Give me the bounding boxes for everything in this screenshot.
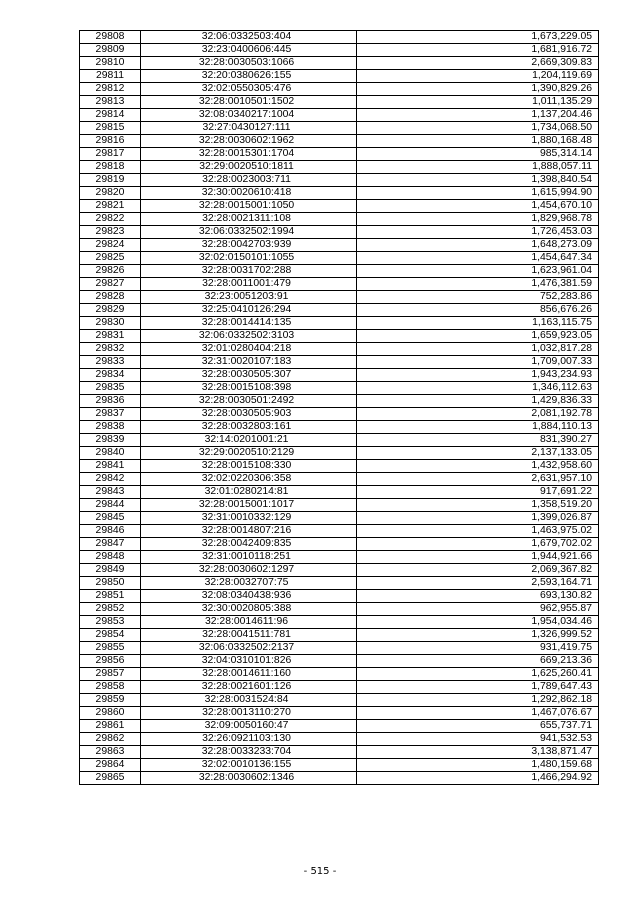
row-number-cell: 29837: [80, 408, 141, 421]
table-row: [80, 707, 599, 720]
row-number-cell: 29825: [80, 252, 141, 265]
cadastral-number-cell: 32:28:0010501:1502: [141, 96, 357, 109]
row-number-cell: 29862: [80, 733, 141, 746]
amount-cell: 1,659,923.05: [357, 330, 599, 343]
row-number-cell: 29831: [80, 330, 141, 343]
row-number-cell: 29857: [80, 668, 141, 681]
amount-cell: 1,829,968.78: [357, 213, 599, 226]
table-row: [80, 720, 599, 733]
cadastral-number-cell: 32:09:0050160:47: [141, 720, 357, 733]
amount-cell: 1,032,817.28: [357, 343, 599, 356]
cadastral-number-cell: 32:28:0014611:96: [141, 616, 357, 629]
table-row: [80, 642, 599, 655]
table-row: [80, 486, 599, 499]
table-row: [80, 694, 599, 707]
table-row: [80, 252, 599, 265]
row-number-cell: 29828: [80, 291, 141, 304]
amount-cell: 985,314.14: [357, 148, 599, 161]
cadastral-number-cell: 32:28:0030602:1962: [141, 135, 357, 148]
row-number-cell: 29813: [80, 96, 141, 109]
cadastral-number-cell: 32:01:0280404:218: [141, 343, 357, 356]
table-row: [80, 356, 599, 369]
amount-cell: 1,163,115.75: [357, 317, 599, 330]
cadastral-number-cell: 32:28:0030505:903: [141, 408, 357, 421]
row-number-cell: 29852: [80, 603, 141, 616]
amount-cell: 2,631,957.10: [357, 473, 599, 486]
row-number-cell: 29845: [80, 512, 141, 525]
amount-cell: 1,137,204.46: [357, 109, 599, 122]
amount-cell: 1,673,229.05: [357, 31, 599, 44]
row-number-cell: 29830: [80, 317, 141, 330]
amount-cell: 917,691.22: [357, 486, 599, 499]
row-number-cell: 29829: [80, 304, 141, 317]
cadastral-number-cell: 32:02:0150101:1055: [141, 252, 357, 265]
table-row: [80, 421, 599, 434]
row-number-cell: 29851: [80, 590, 141, 603]
table-row: [80, 109, 599, 122]
amount-cell: 1,679,702.02: [357, 538, 599, 551]
cadastral-number-cell: 32:29:0020510:2129: [141, 447, 357, 460]
table-row: [80, 70, 599, 83]
table-row: [80, 447, 599, 460]
amount-cell: 693,130.82: [357, 590, 599, 603]
amount-cell: 1,726,453.03: [357, 226, 599, 239]
cadastral-number-cell: 32:27:0430127:111: [141, 122, 357, 135]
table-row: [80, 564, 599, 577]
table-row: [80, 382, 599, 395]
amount-cell: 941,532.53: [357, 733, 599, 746]
amount-cell: 1,954,034.46: [357, 616, 599, 629]
table-row: [80, 31, 599, 44]
table-row: [80, 616, 599, 629]
cadastral-number-cell: 32:06:0332502:2137: [141, 642, 357, 655]
amount-cell: 1,789,647.43: [357, 681, 599, 694]
cadastral-number-cell: 32:30:0020610:418: [141, 187, 357, 200]
table-row: [80, 83, 599, 96]
row-number-cell: 29810: [80, 57, 141, 70]
cadastral-number-cell: 32:28:0021311:108: [141, 213, 357, 226]
row-number-cell: 29811: [80, 70, 141, 83]
row-number-cell: 29823: [80, 226, 141, 239]
table-row: [80, 122, 599, 135]
amount-cell: 1,454,670.10: [357, 200, 599, 213]
amount-cell: 1,429,836.33: [357, 395, 599, 408]
table-row: [80, 655, 599, 668]
row-number-cell: 29863: [80, 746, 141, 759]
data-table: [79, 30, 599, 785]
table-row: [80, 499, 599, 512]
cadastral-number-cell: 32:28:0015108:398: [141, 382, 357, 395]
amount-cell: 1,454,647.34: [357, 252, 599, 265]
amount-cell: 1,681,916.72: [357, 44, 599, 57]
table-row: [80, 668, 599, 681]
table-row: [80, 317, 599, 330]
table-row: [80, 57, 599, 70]
amount-cell: 752,283.86: [357, 291, 599, 304]
table-row: [80, 161, 599, 174]
amount-cell: 1,398,840.54: [357, 174, 599, 187]
cadastral-number-cell: 32:30:0020805:388: [141, 603, 357, 616]
cadastral-number-cell: 32:20:0380626:155: [141, 70, 357, 83]
table-row: [80, 200, 599, 213]
row-number-cell: 29853: [80, 616, 141, 629]
cadastral-number-cell: 32:04:0310101:826: [141, 655, 357, 668]
cadastral-number-cell: 32:28:0033233:704: [141, 746, 357, 759]
table-row: [80, 174, 599, 187]
amount-cell: 1,432,958.60: [357, 460, 599, 473]
row-number-cell: 29859: [80, 694, 141, 707]
amount-cell: 2,137,133.05: [357, 447, 599, 460]
cadastral-number-cell: 32:28:0030602:1297: [141, 564, 357, 577]
table-row: [80, 512, 599, 525]
table-row: [80, 538, 599, 551]
cadastral-number-cell: 32:06:0332502:1994: [141, 226, 357, 239]
table-row: [80, 629, 599, 642]
cadastral-number-cell: 32:02:0550305:476: [141, 83, 357, 96]
row-number-cell: 29839: [80, 434, 141, 447]
table-row: [80, 239, 599, 252]
cadastral-number-cell: 32:28:0030503:1066: [141, 57, 357, 70]
row-number-cell: 29814: [80, 109, 141, 122]
row-number-cell: 29824: [80, 239, 141, 252]
amount-cell: 1,880,168.48: [357, 135, 599, 148]
cadastral-number-cell: 32:28:0013110:270: [141, 707, 357, 720]
cadastral-number-cell: 32:28:0014611:160: [141, 668, 357, 681]
row-number-cell: 29836: [80, 395, 141, 408]
table-row: [80, 590, 599, 603]
amount-cell: 962,955.87: [357, 603, 599, 616]
amount-cell: 1,623,961.04: [357, 265, 599, 278]
row-number-cell: 29827: [80, 278, 141, 291]
cadastral-number-cell: 32:28:0015108:330: [141, 460, 357, 473]
table-row: [80, 577, 599, 590]
amount-cell: 856,676.26: [357, 304, 599, 317]
table-row: [80, 369, 599, 382]
amount-cell: 3,138,871.47: [357, 746, 599, 759]
table-row: [80, 304, 599, 317]
amount-cell: 1,480,159.68: [357, 759, 599, 772]
table-row: [80, 148, 599, 161]
row-number-cell: 29820: [80, 187, 141, 200]
amount-cell: 1,734,068.50: [357, 122, 599, 135]
row-number-cell: 29848: [80, 551, 141, 564]
row-number-cell: 29833: [80, 356, 141, 369]
row-number-cell: 29841: [80, 460, 141, 473]
amount-cell: 1,467,076.67: [357, 707, 599, 720]
amount-cell: 831,390.27: [357, 434, 599, 447]
cadastral-number-cell: 32:14:0201001:21: [141, 434, 357, 447]
amount-cell: 1,358,519.20: [357, 499, 599, 512]
row-number-cell: 29855: [80, 642, 141, 655]
amount-cell: 1,390,829.26: [357, 83, 599, 96]
table-row: [80, 603, 599, 616]
cadastral-number-cell: 32:28:0030602:1346: [141, 772, 357, 785]
cadastral-number-cell: 32:28:0032707:75: [141, 577, 357, 590]
table-row: [80, 44, 599, 57]
amount-cell: 1,463,975.02: [357, 525, 599, 538]
row-number-cell: 29846: [80, 525, 141, 538]
page-number: - 515 -: [303, 866, 337, 877]
cadastral-number-cell: 32:08:0340217:1004: [141, 109, 357, 122]
amount-cell: 1,709,007.33: [357, 356, 599, 369]
amount-cell: 669,213.36: [357, 655, 599, 668]
amount-cell: 1,625,260.41: [357, 668, 599, 681]
cadastral-number-cell: 32:28:0041511:781: [141, 629, 357, 642]
amount-cell: 1,943,234.93: [357, 369, 599, 382]
table-row: [80, 525, 599, 538]
cadastral-number-cell: 32:28:0031702:288: [141, 265, 357, 278]
row-number-cell: 29832: [80, 343, 141, 356]
table-row: [80, 213, 599, 226]
table-body: [80, 31, 599, 785]
cadastral-number-cell: 32:28:0030505:307: [141, 369, 357, 382]
cadastral-number-cell: 32:28:0021601:126: [141, 681, 357, 694]
cadastral-number-cell: 32:28:0042409:835: [141, 538, 357, 551]
table-row: [80, 759, 599, 772]
row-number-cell: 29835: [80, 382, 141, 395]
row-number-cell: 29847: [80, 538, 141, 551]
table-row: [80, 551, 599, 564]
table-row: [80, 395, 599, 408]
row-number-cell: 29819: [80, 174, 141, 187]
cadastral-number-cell: 32:08:0340438:936: [141, 590, 357, 603]
table-row: [80, 681, 599, 694]
cadastral-number-cell: 32:02:0220306:358: [141, 473, 357, 486]
row-number-cell: 29854: [80, 629, 141, 642]
amount-cell: 2,081,192.78: [357, 408, 599, 421]
row-number-cell: 29821: [80, 200, 141, 213]
cadastral-number-cell: 32:06:0332503:404: [141, 31, 357, 44]
cadastral-number-cell: 32:31:0020107:183: [141, 356, 357, 369]
amount-cell: 1,346,112.63: [357, 382, 599, 395]
row-number-cell: 29809: [80, 44, 141, 57]
table-row: [80, 226, 599, 239]
amount-cell: 2,593,164.71: [357, 577, 599, 590]
cadastral-number-cell: 32:28:0015001:1050: [141, 200, 357, 213]
amount-cell: 655,737.71: [357, 720, 599, 733]
cadastral-number-cell: 32:23:0051203:91: [141, 291, 357, 304]
table-row: [80, 733, 599, 746]
row-number-cell: 29818: [80, 161, 141, 174]
cadastral-number-cell: 32:28:0015001:1017: [141, 499, 357, 512]
row-number-cell: 29822: [80, 213, 141, 226]
amount-cell: 1,944,921.66: [357, 551, 599, 564]
amount-cell: 1,011,135.29: [357, 96, 599, 109]
table-row: [80, 96, 599, 109]
row-number-cell: 29834: [80, 369, 141, 382]
cadastral-number-cell: 32:02:0010136:155: [141, 759, 357, 772]
row-number-cell: 29865: [80, 772, 141, 785]
cadastral-number-cell: 32:26:0921103:130: [141, 733, 357, 746]
row-number-cell: 29816: [80, 135, 141, 148]
cadastral-number-cell: 32:28:0031524:84: [141, 694, 357, 707]
table-row: [80, 135, 599, 148]
table-row: [80, 434, 599, 447]
row-number-cell: 29815: [80, 122, 141, 135]
row-number-cell: 29808: [80, 31, 141, 44]
cadastral-number-cell: 32:01:0280214:81: [141, 486, 357, 499]
amount-cell: 1,466,294.92: [357, 772, 599, 785]
cadastral-number-cell: 32:29:0020510:1811: [141, 161, 357, 174]
amount-cell: 1,292,862.18: [357, 694, 599, 707]
row-number-cell: 29850: [80, 577, 141, 590]
cadastral-number-cell: 32:28:0023003:711: [141, 174, 357, 187]
cadastral-number-cell: 32:31:0010332:129: [141, 512, 357, 525]
table-row: [80, 187, 599, 200]
table-row: [80, 746, 599, 759]
row-number-cell: 29860: [80, 707, 141, 720]
row-number-cell: 29838: [80, 421, 141, 434]
amount-cell: 1,888,057.11: [357, 161, 599, 174]
amount-cell: 931,419.75: [357, 642, 599, 655]
cadastral-number-cell: 32:28:0042703:939: [141, 239, 357, 252]
cadastral-number-cell: 32:28:0030501:2492: [141, 395, 357, 408]
table-row: [80, 265, 599, 278]
amount-cell: 1,326,999.52: [357, 629, 599, 642]
row-number-cell: 29844: [80, 499, 141, 512]
cadastral-number-cell: 32:06:0332502:3103: [141, 330, 357, 343]
cadastral-number-cell: 32:28:0014414:135: [141, 317, 357, 330]
amount-cell: 2,669,309.83: [357, 57, 599, 70]
cadastral-number-cell: 32:28:0032803:161: [141, 421, 357, 434]
table-row: [80, 408, 599, 421]
table-row: [80, 330, 599, 343]
row-number-cell: 29843: [80, 486, 141, 499]
row-number-cell: 29856: [80, 655, 141, 668]
cadastral-number-cell: 32:28:0014807:216: [141, 525, 357, 538]
amount-cell: 1,648,273.09: [357, 239, 599, 252]
amount-cell: 2,069,367.82: [357, 564, 599, 577]
table-row: [80, 343, 599, 356]
table-row: [80, 772, 599, 785]
table-row: [80, 460, 599, 473]
amount-cell: 1,204,119.69: [357, 70, 599, 83]
cadastral-number-cell: 32:23:0400606:445: [141, 44, 357, 57]
table-row: [80, 473, 599, 486]
amount-cell: 1,476,381.59: [357, 278, 599, 291]
row-number-cell: 29849: [80, 564, 141, 577]
row-number-cell: 29842: [80, 473, 141, 486]
row-number-cell: 29858: [80, 681, 141, 694]
cadastral-number-cell: 32:28:0011001:479: [141, 278, 357, 291]
row-number-cell: 29861: [80, 720, 141, 733]
cadastral-number-cell: 32:25:0410126:294: [141, 304, 357, 317]
table-row: [80, 291, 599, 304]
amount-cell: 1,884,110.13: [357, 421, 599, 434]
cadastral-number-cell: 32:28:0015301:1704: [141, 148, 357, 161]
table-row: [80, 278, 599, 291]
cadastral-number-cell: 32:31:0010118:251: [141, 551, 357, 564]
row-number-cell: 29864: [80, 759, 141, 772]
row-number-cell: 29817: [80, 148, 141, 161]
amount-cell: 1,615,994.90: [357, 187, 599, 200]
row-number-cell: 29812: [80, 83, 141, 96]
amount-cell: 1,399,026.87: [357, 512, 599, 525]
row-number-cell: 29840: [80, 447, 141, 460]
row-number-cell: 29826: [80, 265, 141, 278]
